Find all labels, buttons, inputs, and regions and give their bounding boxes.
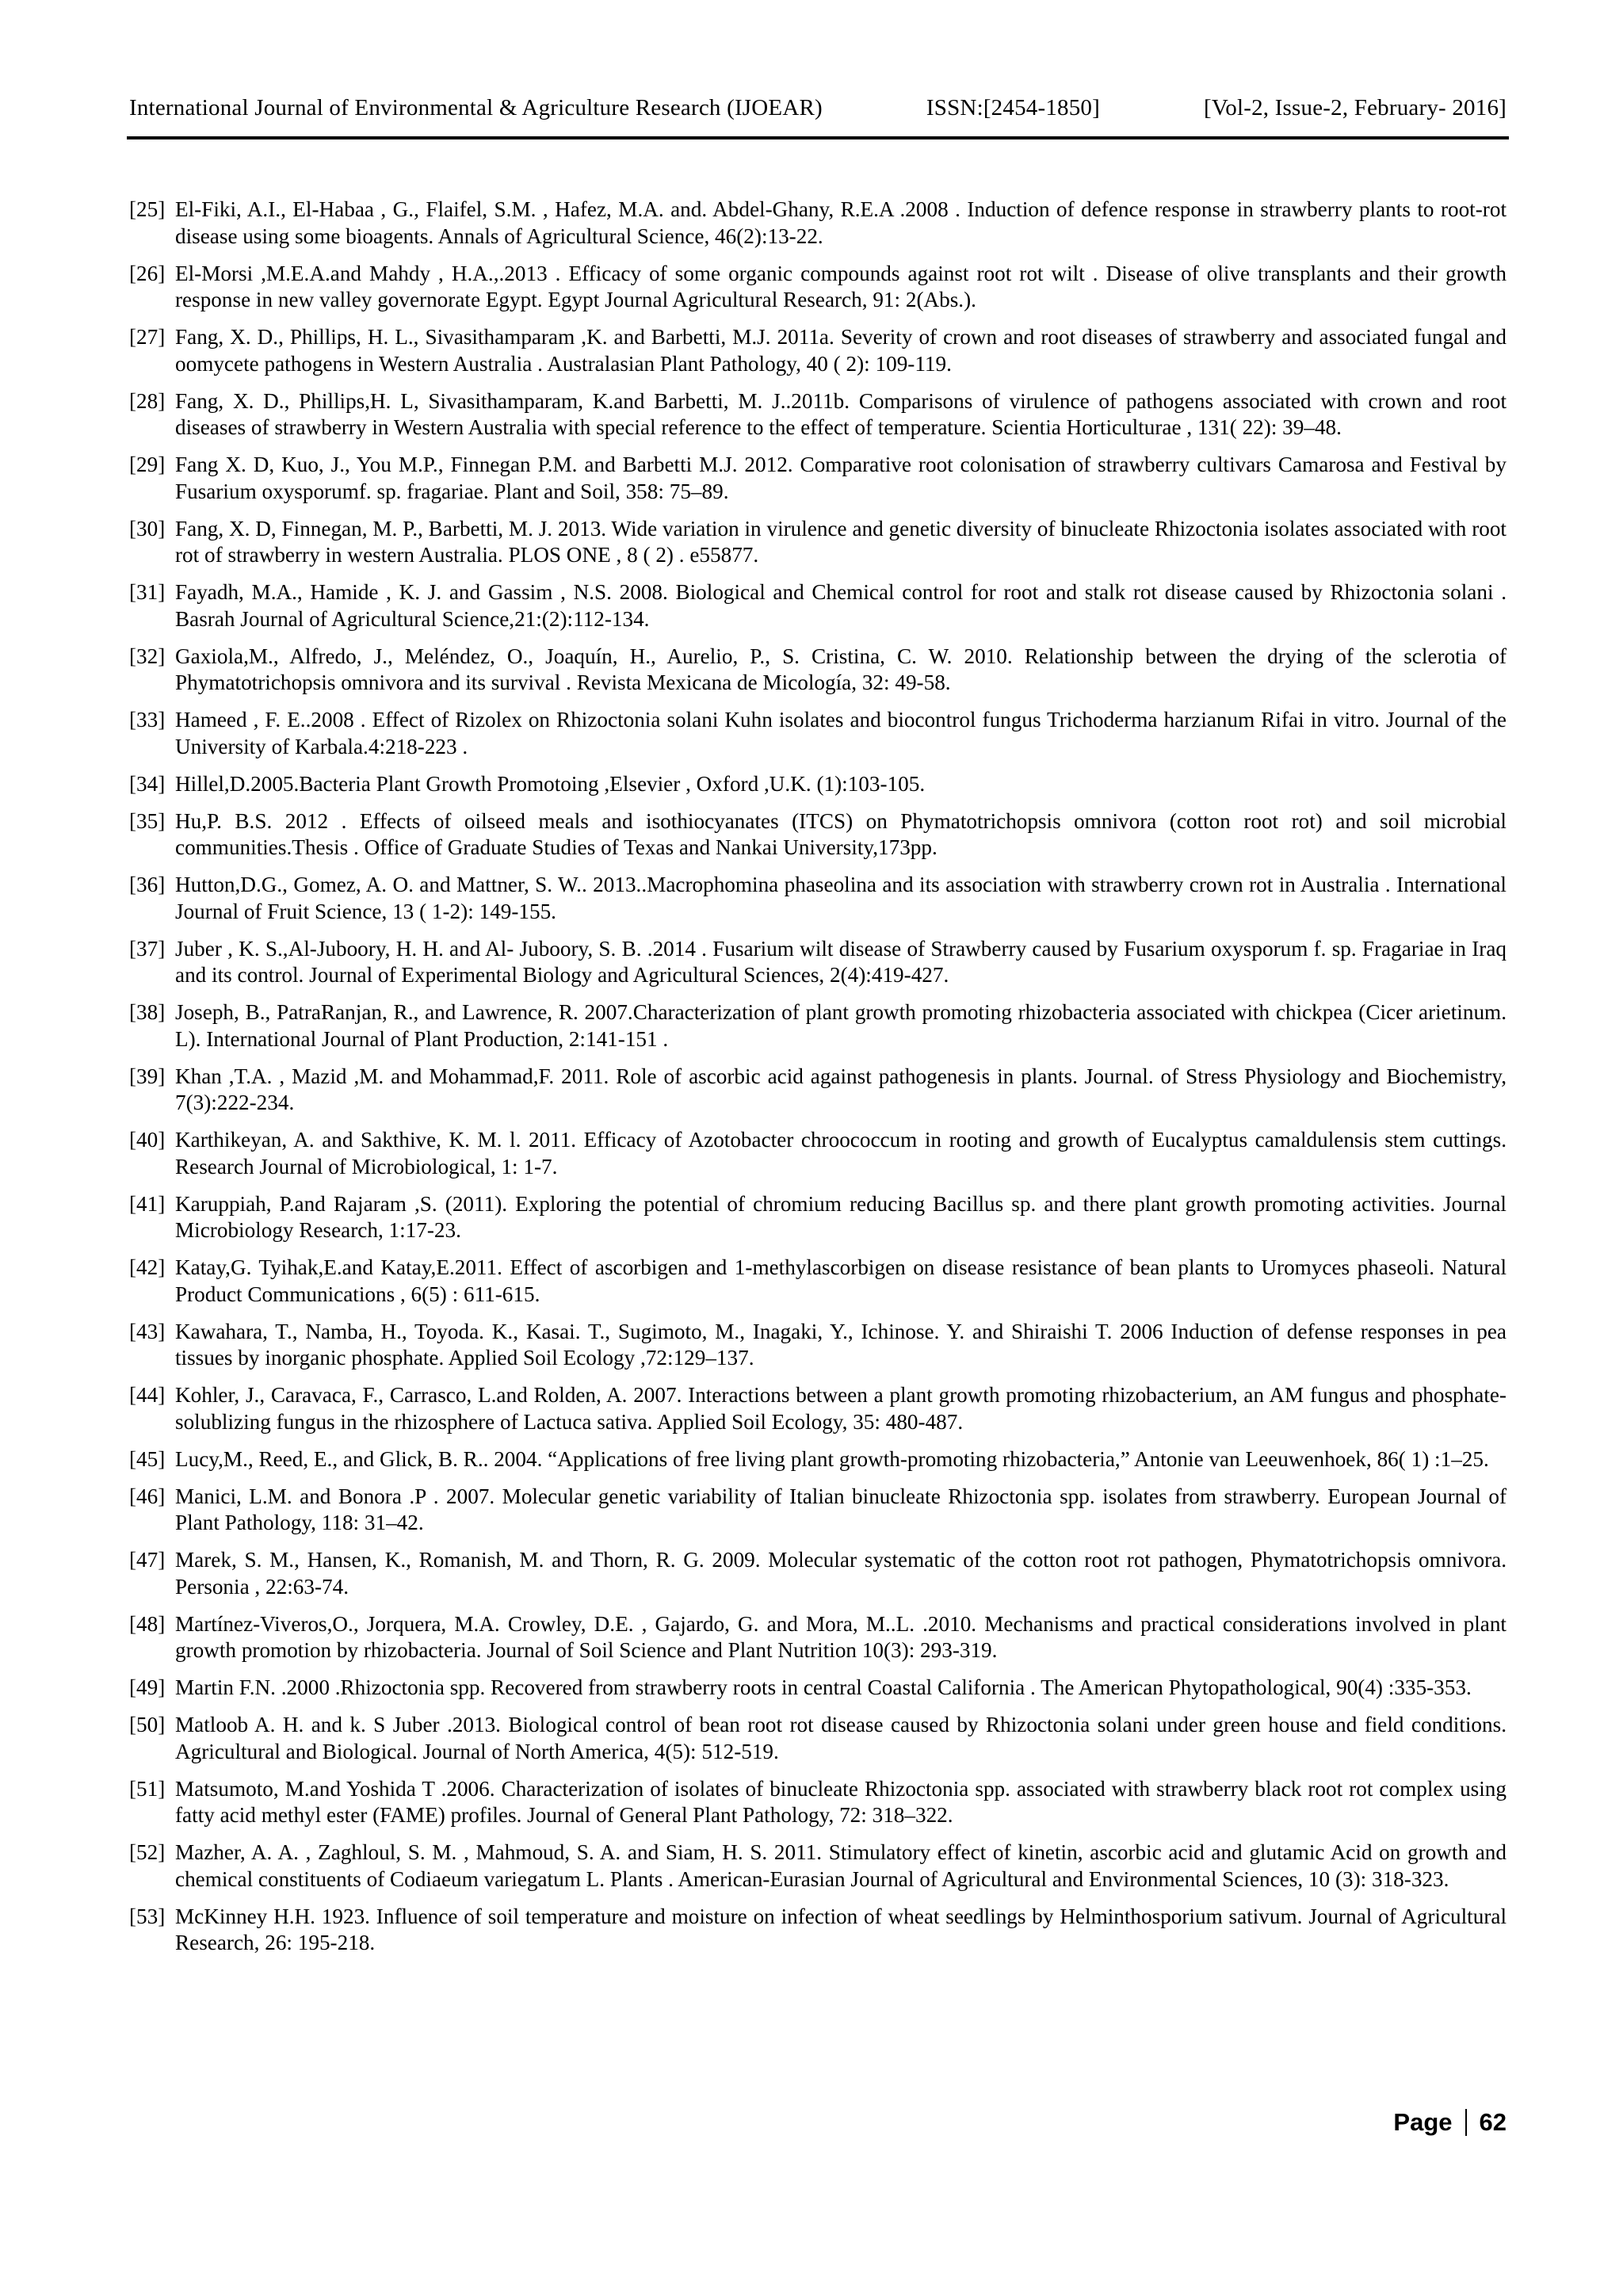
reference-text: Fang, X. D, Finnegan, M. P., Barbetti, M. J. 2013. Wide variation in virulence and genetic diversity of binucleate Rhizoctonia isolates associated with root rot of strawberry in western Australia. PLOS ONE , 8 ( 2) . e55877. [175,516,1507,567]
running-header [129,95,1507,121]
volume-issue: [Vol-2, Issue-2, February- 2016] [1204,95,1507,120]
reference-text: Fang, X. D., Phillips, H. L., Sivasithamparam ,K. and Barbetti, M.J. 2011a. Severity of crown and root diseases of strawberry and associated fungal and oomycete pathogens in Western Australia . Australasian Plant Pathology, 40 ( 2): 109-119. [175,325,1507,376]
reference-text: El-Fiki, A.I., El-Habaa , G., Flaifel, S.M. , Hafez, M.A. and. Abdel-Ghany, R.E.A .2008 . Induction of defence response in strawberry plants to root-rot disease using some bioagents. Annals of Agricultural Science, 46(2):13-22. [175,197,1507,248]
reference-number: [26] [129,261,166,285]
reference-number: [31] [129,580,166,604]
reference-item [129,1712,1507,1765]
reference-item [129,452,1507,505]
reference-item [129,1382,1507,1435]
reference-item [129,1446,1507,1473]
reference-number: [53] [129,1904,166,1928]
reference-number: [41] [129,1191,166,1216]
reference-text: Manici, L.M. and Bonora .P . 2007. Molecular genetic variability of Italian binucleate Rhizoctonia spp. isolates from strawberry. European Journal of Plant Pathology, 118: 31–42. [175,1484,1507,1534]
page-number: 62 [1479,2108,1507,2136]
reference-number: [49] [129,1675,166,1699]
reference-text: Fang, X. D., Phillips,H. L, Sivasithamparam, K.and Barbetti, M. J..2011b. Comparisons of virulence of pathogens associated with crown and root diseases of strawberry in Western Australia with special reference to the effect of temperature. Scientia Horticulturae , 131( 22): 39–48. [175,388,1507,439]
reference-item [129,1547,1507,1600]
reference-list [129,197,1507,1967]
reference-item [129,808,1507,861]
reference-item [129,197,1507,250]
reference-text: Fayadh, M.A., Hamide , K. J. and Gassim , N.S. 2008. Biological and Chemical control for root and stalk rot disease caused by Rhizoctonia solani . Basrah Journal of Agricultural Science,21:(2):112-134. [175,580,1507,631]
reference-text: Hameed , F. E..2008 . Effect of Rizolex on Rhizoctonia solani Kuhn isolates and biocontrol fungus Trichoderma harzianum Rifai in vitro. Journal of the University of Karbala.4:218-223 . [175,708,1507,758]
reference-number: [40] [129,1128,166,1152]
reference-item [129,1064,1507,1117]
reference-text: Mazher, A. A. , Zaghloul, S. M. , Mahmoud, S. A. and Siam, H. S. 2011. Stimulatory effect of kinetin, ascorbic acid and glutamic Acid on growth and chemical constituents of Codiaeum variegatum L. Plants . American-Eurasian Journal of Agricultural and Environmental Sciences, 10 (3): 318-323. [175,1840,1507,1891]
reference-number: [48] [129,1611,166,1636]
reference-number: [34] [129,771,166,796]
reference-item [129,872,1507,925]
reference-number: [39] [129,1064,166,1088]
reference-item [129,388,1507,441]
reference-text: Kawahara, T., Namba, H., Toyoda. K., Kasai. T., Sugimoto, M., Inagaki, Y., Ichinose. Y. and Shiraishi T. 2006 Induction of defense responses in pea tissues by inorganic phosphate. Applied Soil Ecology ,72:129–137. [175,1319,1507,1370]
reference-text: Katay,G. Tyihak,E.and Katay,E.2011. Effect of ascorbigen and 1-methylascorbigen on disease resistance of bean plants to Uromyces phaseoli. Natural Product Communications , 6(5) : 611-615. [175,1255,1507,1306]
reference-text: Hu,P. B.S. 2012 . Effects of oilseed meals and isothiocyanates (ITCS) on Phymatotrichopsis omnivora (cotton root rot) and soil microbial communities.Thesis . Office of Graduate Studies of Texas and Nankai University,173pp. [175,808,1507,859]
reference-text: Joseph, B., PatraRanjan, R., and Lawrence, R. 2007.Characterization of plant growth promoting rhizobacteria associated with chickpea (Cicer arietinum. L). International Journal of Plant Production, 2:141-151 . [175,1000,1507,1051]
reference-item [129,1127,1507,1180]
page-footer [1393,2108,1507,2137]
reference-text: McKinney H.H. 1923. Influence of soil temperature and moisture on infection of wheat seedlings by Helminthosporium sativum. Journal of Agricultural Research, 26: 195-218. [175,1904,1507,1954]
reference-item [129,1776,1507,1829]
reference-text: Matloob A. H. and k. S Juber .2013. Biological control of bean root rot disease caused by Rhizoctonia solani under green house and field conditions. Agricultural and Biological. Journal of North America, 4(5): 512-519. [175,1713,1507,1763]
reference-number: [50] [129,1713,166,1736]
reference-item [129,1839,1507,1893]
reference-number: [36] [129,873,166,896]
reference-number: [35] [129,808,166,833]
reference-item [129,1319,1507,1372]
reference-item [129,516,1507,569]
reference-number: [32] [129,644,166,668]
reference-item [129,771,1507,798]
journal-title: International Journal of Environmental & Agriculture Research (IJOEAR) [129,95,823,120]
reference-text: Juber , K. S.,Al-Juboory, H. H. and Al- Juboory, S. B. .2014 . Fusarium wilt disease of Strawberry caused by Fusarium oxysporum f. sp. Fragariae in Iraq and its control. Journal of Experimental Biology and Agricultural Sciences, 2(4):419-427. [175,936,1507,987]
reference-item [129,936,1507,989]
reference-text: Khan ,T.A. , Mazid ,M. and Mohammad,F. 2011. Role of ascorbic acid against pathogenesis in plants. Journal. of Stress Physiology and Biochemistry, 7(3):222-234. [175,1064,1507,1114]
reference-number: [30] [129,516,166,541]
reference-item [129,1255,1507,1308]
reference-item [129,644,1507,697]
reference-item [129,579,1507,632]
reference-number: [44] [129,1383,166,1407]
reference-item [129,1191,1507,1244]
reference-number: [43] [129,1319,166,1343]
reference-item [129,1904,1507,1957]
reference-number: [45] [129,1446,166,1471]
reference-number: [29] [129,453,166,476]
reference-item [129,324,1507,377]
reference-number: [38] [129,1000,166,1024]
reference-number: [42] [129,1255,166,1279]
reference-item [129,261,1507,314]
page-label: Page [1393,2108,1453,2136]
reference-number: [25] [129,197,166,221]
reference-text: Hillel,D.2005.Bacteria Plant Growth Promotoing ,Elsevier , Oxford ,U.K. (1):103-105. [175,771,926,796]
reference-number: [47] [129,1548,166,1572]
reference-number: [37] [129,936,166,961]
reference-item [129,999,1507,1052]
reference-text: Marek, S. M., Hansen, K., Romanish, M. and Thorn, R. G. 2009. Molecular systematic of the cotton root rot pathogen, Phymatotrichopsis omnivora. Personia , 22:63-74. [175,1548,1507,1599]
footer-separator [1465,2109,1467,2136]
reference-number: [52] [129,1840,166,1864]
reference-text: Karuppiah, P.and Rajaram ,S. (2011). Exploring the potential of chromium reducing Bacillus sp. and there plant growth promoting activities. Journal Microbiology Research, 1:17-23. [175,1191,1507,1242]
reference-text: Fang X. D, Kuo, J., You M.P., Finnegan P.M. and Barbetti M.J. 2012. Comparative root colonisation of strawberry cultivars Camarosa and Festival by Fusarium oxysporumf. sp. fragariae. Plant and Soil, 358: 75–89. [175,453,1507,503]
reference-item [129,1484,1507,1537]
issn: ISSN:[2454-1850] [926,95,1100,120]
reference-text: Martínez-Viveros,O., Jorquera, M.A. Crowley, D.E. , Gajardo, G. and Mora, M..L. .2010. Mechanisms and practical considerations involved in plant growth promotion by rhizobacteria. Journal of Soil Science and Plant Nutrition 10(3): 293-319. [175,1611,1507,1662]
reference-item [129,1675,1507,1702]
reference-item [129,707,1507,760]
header-divider [127,136,1509,139]
reference-text: Hutton,D.G., Gomez, A. O. and Mattner, S. W.. 2013..Macrophomina phaseolina and its association with strawberry crown rot in Australia . International Journal of Fruit Science, 13 ( 1-2): 149-155. [175,873,1507,923]
reference-number: [33] [129,708,166,732]
reference-number: [51] [129,1776,166,1801]
reference-text: Lucy,M., Reed, E., and Glick, B. R.. 2004. “Applications of free living plant growth-promoting rhizobacteria,” Antonie van Leeuwenhoek, 86( 1) :1–25. [175,1446,1489,1471]
reference-number: [28] [129,388,166,413]
reference-number: [46] [129,1484,166,1508]
reference-text: Martin F.N. .2000 .Rhizoctonia spp. Recovered from strawberry roots in central Coastal California . The American Phytopathological, 90(4) :335-353. [175,1675,1472,1699]
reference-text: Karthikeyan, A. and Sakthive, K. M. l. 2011. Efficacy of Azotobacter chroococcum in rooting and growth of Eucalyptus camaldulensis stem cuttings. Research Journal of Microbiological, 1: 1-7. [175,1128,1507,1179]
reference-text: Matsumoto, M.and Yoshida T .2006. Characterization of isolates of binucleate Rhizoctonia spp. associated with strawberry black root rot complex using fatty acid methyl ester (FAME) profiles. Journal of General Plant Pathology, 72: 318–322. [175,1776,1507,1827]
reference-text: El-Morsi ,M.E.A.and Mahdy , H.A.,.2013 . Efficacy of some organic compounds against root rot wilt . Disease of olive transplants and their growth response in new valley governorate Egypt. Egypt Journal Agricultural Research, 91: 2(Abs.). [175,261,1507,311]
reference-text: Kohler, J., Caravaca, F., Carrasco, L.and Rolden, A. 2007. Interactions between a plant growth promoting rhizobacterium, an AM fungus and phosphate-solublizing fungus in the rhizosphere of Lactuca sativa. Applied Soil Ecology, 35: 480-487. [175,1383,1507,1434]
reference-number: [27] [129,325,166,349]
reference-text: Gaxiola,M., Alfredo, J., Meléndez, O., Joaquín, H., Aurelio, P., S. Cristina, C. W. 2010. Relationship between the drying of the sclerotia of Phymatotrichopsis omnivora and its survival . Revista Mexicana de Micología, 32: 49-58. [175,644,1507,694]
reference-item [129,1611,1507,1664]
